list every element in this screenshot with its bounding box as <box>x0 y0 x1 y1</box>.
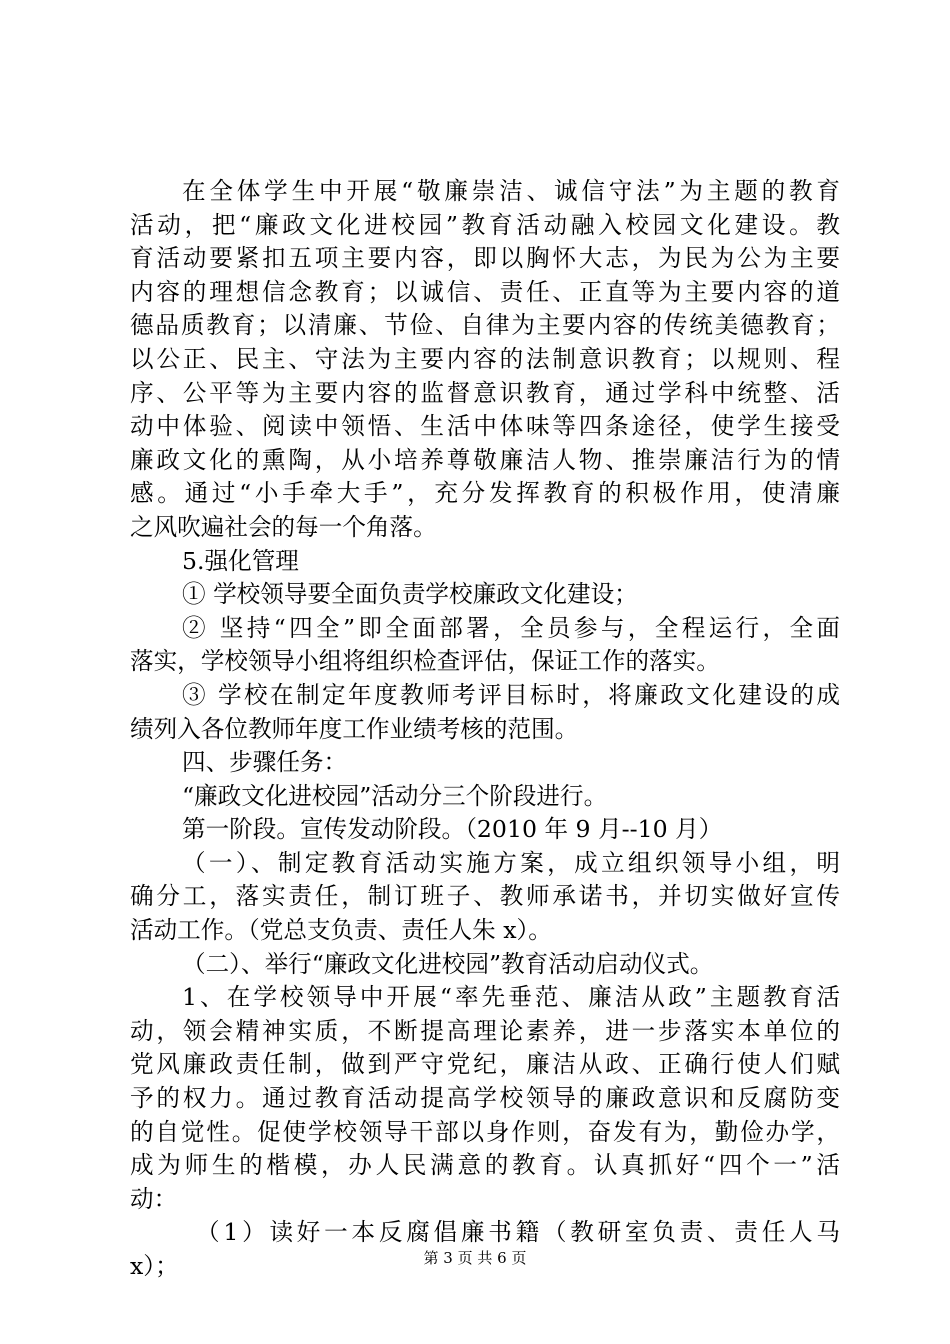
document-body <box>130 175 840 1284</box>
text-line: （一）、制定教育活动实施方案，成立组织领导小组，明 <box>182 848 840 877</box>
text-line: 第一阶段。宣传发动阶段。（2010 年 9 月--10 月） <box>182 815 723 844</box>
text-line: 内容的理想信念教育；以诚信、责任、正直等为主要内容的道 <box>130 277 840 306</box>
text-line: x）； <box>130 1252 179 1280</box>
text-line: 落实，学校领导小组将组织检查评估，保证工作的落实。 <box>130 647 720 676</box>
text-line: 成为师生的楷模，办人民满意的教育。认真抓好“四个一”活 <box>130 1151 840 1180</box>
text-line: 在全体学生中开展“敬廉崇洁、诚信守法”为主题的教育 <box>182 177 840 205</box>
text-line: 德品质教育；以清廉、节俭、自律为主要内容的传统美德教育； <box>130 311 840 340</box>
text-line: 廉政文化的熏陶，从小培养尊敬廉洁人物、推崇廉洁行为的情 <box>130 445 840 474</box>
text-line: 动： <box>130 1184 178 1213</box>
text-line: 予的权力。通过教育活动提高学校领导的廉政意识和反腐防变 <box>130 1084 840 1113</box>
page-footer: 第 3 页 共 6 页 <box>423 1249 527 1267</box>
text-line: （二）、举行“廉政文化进校园”教育活动启动仪式。 <box>182 949 714 978</box>
text-line: 序、公平等为主要内容的监督意识教育，通过学科中统整、活 <box>130 378 840 407</box>
text-line: 育活动要紧扣五项主要内容，即以胸怀大志，为民为公为主要 <box>130 244 840 273</box>
text-line: 的自觉性。促使学校领导干部以身作则，奋发有为，勤俭办学， <box>130 1117 840 1146</box>
text-line: 之风吹遍社会的每一个角落。 <box>130 512 437 541</box>
text-line: ② 坚持“四全”即全面部署，全员参与，全程运行，全面 <box>182 613 840 642</box>
text-line: ① 学校领导要全面负责学校廉政文化建设； <box>182 580 638 609</box>
text-line: 感。通过“小手牵大手”，充分发挥教育的积极作用，使清廉 <box>130 479 840 508</box>
text-line: 绩列入各位教师年度工作业绩考核的范围。 <box>130 714 579 743</box>
text-line: （1）读好一本反腐倡廉书籍（教研室负责、责任人马 <box>196 1218 840 1247</box>
text-line: 四、步骤任务： <box>182 748 348 777</box>
text-line: 动中体验、阅读中领悟、生活中体味等四条途径，使学生接受 <box>130 412 840 441</box>
text-line: 活动，把“廉政文化进校园”教育活动融入校园文化建设。教 <box>130 210 840 239</box>
text-line: 党风廉政责任制，做到严守党纪，廉洁从政、正确行使人们赋 <box>130 1050 840 1079</box>
text-line: 确分工，落实责任，制订班子、教师承诺书，并切实做好宣传 <box>130 882 840 911</box>
text-line: 活动工作。（党总支负责、责任人朱 x）。 <box>130 916 552 945</box>
text-line: ③ 学校在制定年度教师考评目标时，将廉政文化建设的成 <box>182 680 840 709</box>
text-line: 5.强化管理 <box>182 546 299 575</box>
text-line: 动，领会精神实质，不断提高理论素养，进一步落实本单位的 <box>130 1016 840 1045</box>
text-line: “廉政文化进校园”活动分三个阶段进行。 <box>182 781 608 810</box>
text-line: 以公正、民主、守法为主要内容的法制意识教育；以规则、程 <box>130 344 840 373</box>
text-line: 1、在学校领导中开展“率先垂范、廉洁从政”主题教育活 <box>182 983 840 1012</box>
